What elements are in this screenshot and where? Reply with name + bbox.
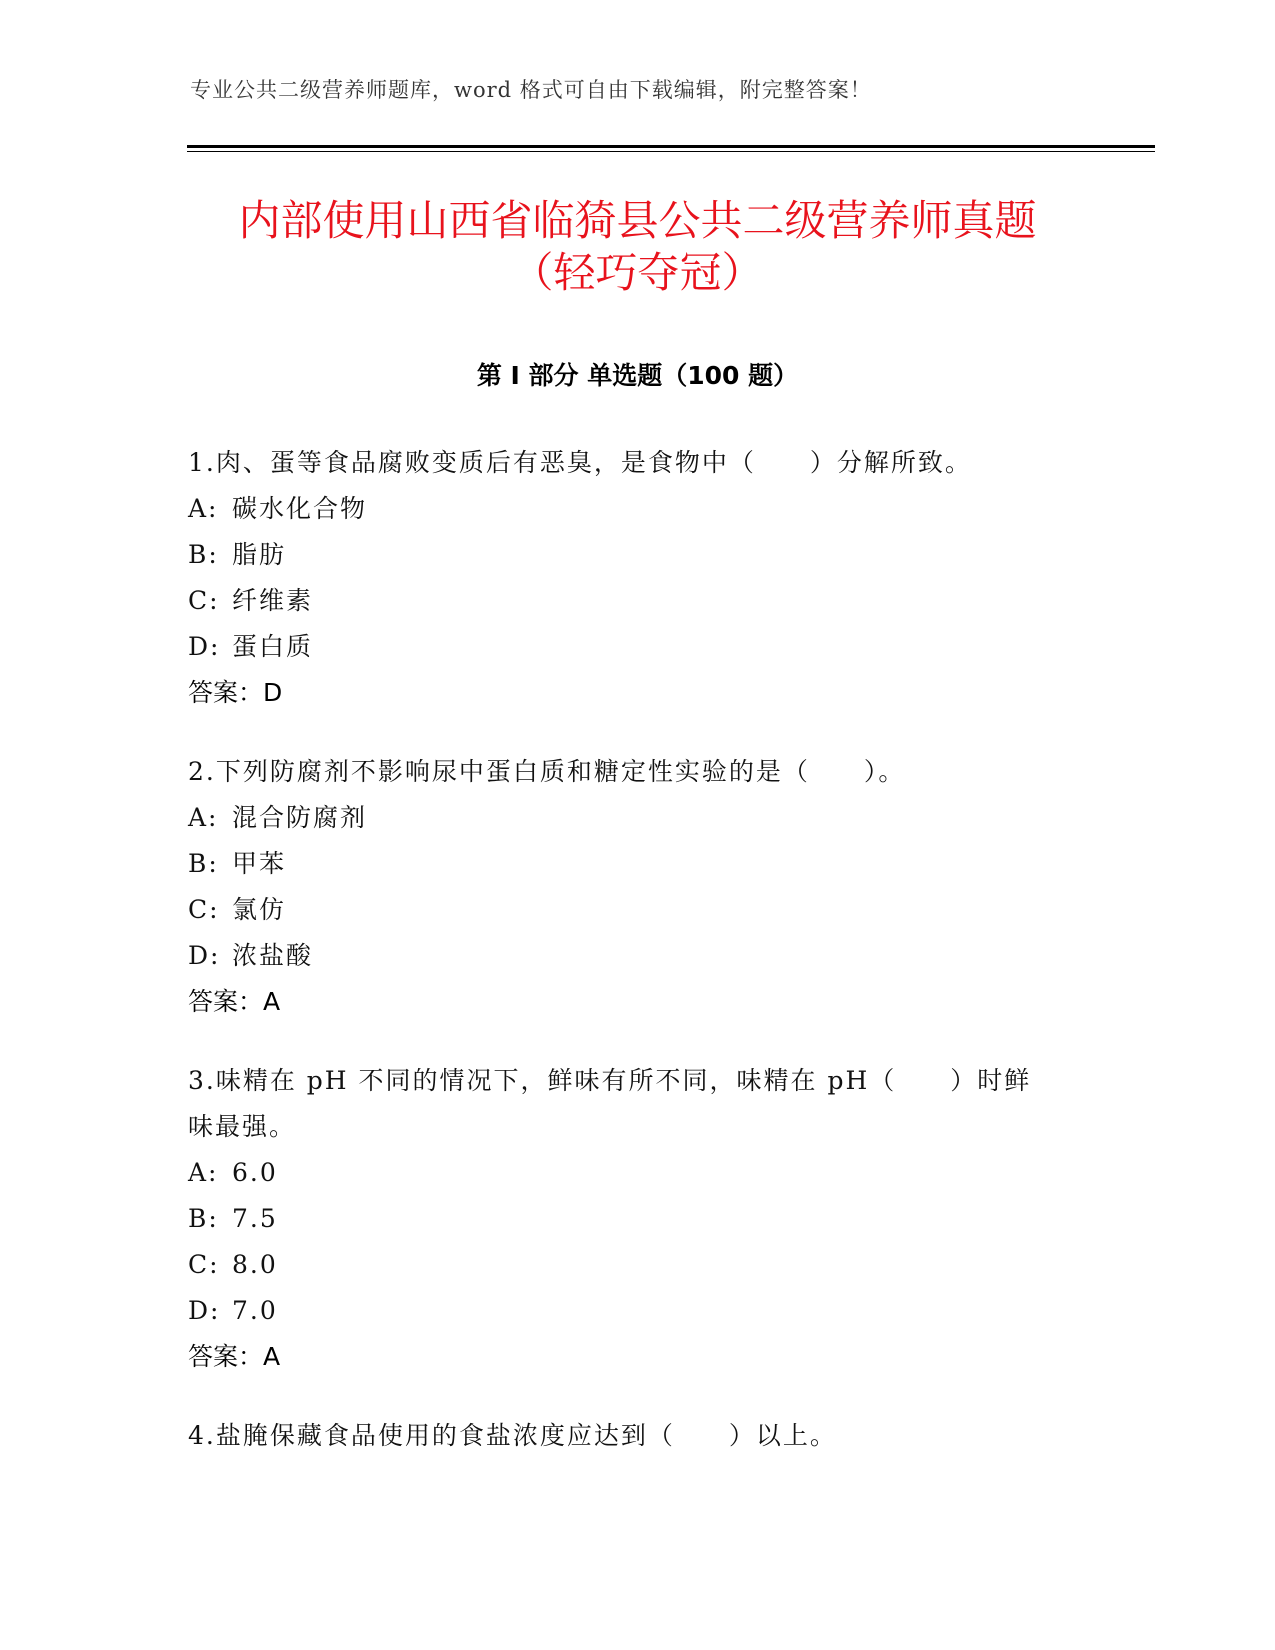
option-text: 7.0 [232, 1296, 278, 1325]
option-a [188, 486, 1088, 532]
option-letter: D: [188, 632, 221, 661]
option-letter: A: [188, 494, 219, 523]
option-b [188, 1196, 1088, 1242]
question-4 [188, 1413, 1088, 1459]
option-text: 碳水化合物 [232, 494, 368, 523]
question-stem: 1.肉、蛋等食品腐败变质后有恶臭，是食物中（ ）分解所致。 [188, 448, 972, 477]
option-d [188, 1288, 1088, 1334]
answer-line: 答案：A [188, 1342, 281, 1371]
option-letter: C: [188, 586, 220, 615]
header-rule-thin [187, 151, 1155, 152]
option-letter: C: [188, 1250, 220, 1279]
question-stem: 3.味精在 pH 不同的情况下，鲜味有所不同，味精在 pH（ ）时鲜味最强。 [188, 1066, 1032, 1141]
option-letter: B: [188, 540, 219, 569]
option-b [188, 841, 1088, 887]
option-letter: C: [188, 895, 220, 924]
option-text: 7.5 [232, 1204, 278, 1233]
option-d [188, 933, 1088, 979]
title-line-2: （轻巧夺冠） [511, 248, 764, 297]
option-letter: D: [188, 1296, 221, 1325]
option-letter: B: [188, 1204, 219, 1233]
option-letter: D: [188, 941, 221, 970]
section-title: 第 I 部分 单选题（100 题） [476, 361, 799, 390]
option-letter: A: [188, 803, 219, 832]
document-title [100, 195, 1175, 299]
option-text: 甲苯 [232, 849, 287, 878]
option-text: 纤维素 [232, 586, 314, 615]
option-c [188, 1242, 1088, 1288]
question-stem: 4.盐腌保藏食品使用的食盐浓度应达到（ ）以上。 [188, 1421, 837, 1450]
header-rule-thick [187, 145, 1155, 148]
option-text: 浓盐酸 [232, 941, 314, 970]
header-note: 专业公共二级营养师题库，word 格式可自由下载编辑，附完整答案！ [190, 78, 872, 102]
question-stem: 2.下列防腐剂不影响尿中蛋白质和糖定性实验的是（ ）。 [188, 757, 906, 786]
title-line-1: 内部使用山西省临猗县公共二级营养师真题 [238, 196, 1037, 245]
option-a [188, 1150, 1088, 1196]
option-text: 脂肪 [232, 540, 287, 569]
question-3 [188, 1058, 1088, 1380]
option-b [188, 532, 1088, 578]
option-a [188, 795, 1088, 841]
question-list [188, 440, 1088, 1492]
option-d [188, 624, 1088, 670]
option-c [188, 887, 1088, 933]
answer-line: 答案：D [188, 678, 283, 707]
option-text: 混合防腐剂 [232, 803, 368, 832]
question-1 [188, 440, 1088, 716]
option-c [188, 578, 1088, 624]
answer-line: 答案：A [188, 987, 281, 1016]
option-text: 氯仿 [232, 895, 287, 924]
option-text: 蛋白质 [232, 632, 314, 661]
option-letter: A: [188, 1158, 219, 1187]
option-text: 6.0 [232, 1158, 278, 1187]
option-letter: B: [188, 849, 219, 878]
question-2 [188, 749, 1088, 1025]
option-text: 8.0 [232, 1250, 278, 1279]
